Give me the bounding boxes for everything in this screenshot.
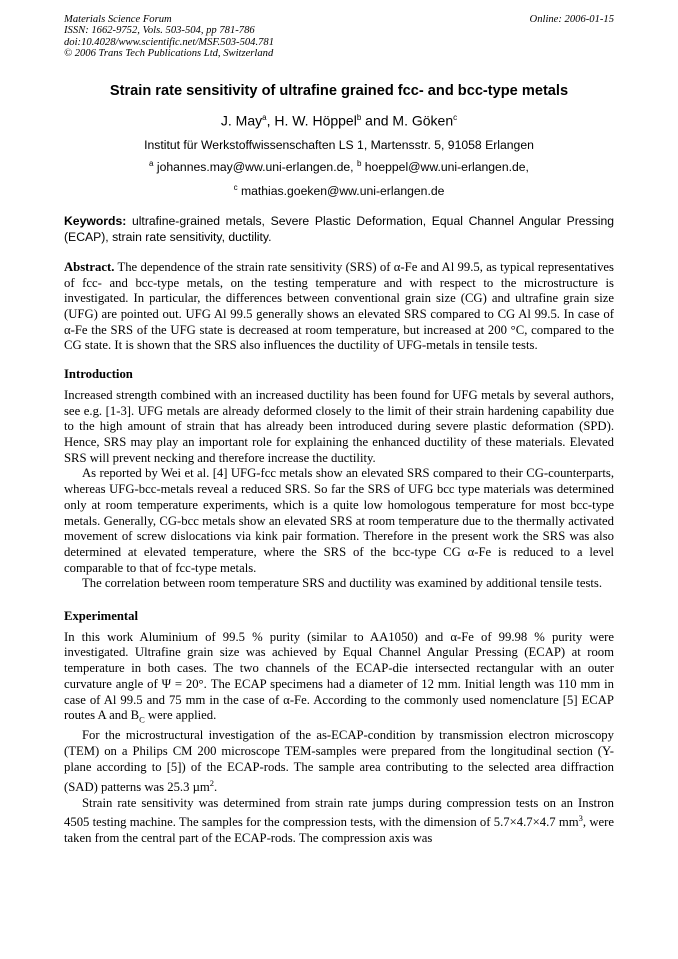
online-date: Online: 2006-01-15: [529, 14, 614, 25]
author-hoeppel: , H. W. Höppel: [266, 112, 357, 129]
doi-line: doi:10.4028/www.scientific.net/MSF.503-504.781: [64, 36, 274, 48]
paragraph: For the microstructural investigation of the as-ECAP-condition by transmission electron microscopy (TEM) on a Philips CM 200 microscope TEM-samples were prepared from the longitudinal section (Y-plane according to [5]) of the ECAP-rods. The sample area contributing to the selected area diffraction (SAD) patterns was 25.3 µm$^2$.: [64, 728, 614, 794]
paper-title: Strain rate sensitivity of ultrafine grained fcc- and bcc-type metals: [109, 83, 569, 100]
author-list: [64, 109, 614, 130]
email-hoeppel: hoeppel@ww.uni-erlangen.de,: [361, 159, 529, 174]
email-goeken: mathias.goeken@ww.uni-erlangen.de: [237, 183, 445, 198]
abstract: [64, 260, 614, 354]
keywords: [64, 213, 614, 245]
paragraph: As reported by Wei et al. [4] UFG-fcc metals show an elevated SRS compared to their CG-counterparts, whereas UFG-bcc-metals reveal a reduced SRS. So far the SRS of UFG bcc type materials was determined only at room temperature experiments, which is a quite low homologous temperature for most bcc-type metals. Generally, CG-bcc metals show an elevated SRS at room temperature due to the thermally activated movement of screw dislocations via kink pair formation. Therefore in the present work the SRS was also determined at elevated temperature, where the SRS of the bcc-type CG α-Fe is reduced to a level comparable to that of fcc-type metals.: [64, 466, 614, 575]
copyright-line: © 2006 Trans Tech Publications Ltd, Switzerland: [64, 47, 274, 59]
abstract-text: The dependence of the strain rate sensitivity (SRS) of α-Fe and Al 99.5, as typical representatives of fcc- and bcc-type metals, on the testing temperature and with respect to the microstructure is investigated. In particular, the differences between conventional grain size (CG) and ultrafine grain size (UFG) are pointed out. UFG Al 99.5 generally shows an elevated SRS compared to CG Al 99.5. In case of α-Fe the SRS of the UFG state is decreased at room temperature, but increased at 200 °C, compared to the CG state. It is shown that the SRS also influences the ductility of UFG-metals in tensile tests.: [64, 259, 614, 353]
experimental-section: [64, 630, 614, 847]
email-line-1: $^a$ johannes.may@ww.uni-erlangen.de, $^b$ hoeppel@ww.uni-erlangen.de,: [149, 158, 529, 174]
paragraph: The correlation between room temperature SRS and ductility was examined by additional tensile tests.: [82, 576, 603, 591]
paragraph: Strain rate sensitivity was determined from strain rate jumps during compression tests on an Instron 4505 testing machine. The samples for the compression tests, with the dimension of 5.7×4.7×4.7 $mm^3$, were taken from the central part of the ECAP-rods. The compression axis was: [64, 795, 614, 846]
email-line-2: $^c$ mathias.goeken@ww.uni-erlangen.de: [233, 182, 445, 198]
abstract-label: Abstract.: [64, 259, 115, 274]
author-may: J. May: [220, 112, 263, 129]
author-goeken-affil: c: [453, 113, 458, 123]
email-may: johannes.may@ww.uni-erlangen.de,: [153, 159, 357, 174]
author-may-affil: a: [262, 113, 267, 123]
introduction-section: [64, 388, 614, 592]
paper-page: [64, 14, 614, 847]
author-hoeppel-affil: b: [356, 113, 362, 123]
author-goeken: and M. Göken: [361, 112, 454, 129]
paragraph: In this work Aluminium of 99.5 % purity (similar to AA1050) and α-Fe of 99.98 % purity were investigated. Ultrafine grain size was achieved by Equal Channel Angular Pressing (ECAP) at room temperature in both cases. The two channels of the ECAP-die intersected rectangular with an outer curvature angle of Ψ = 20°. The ECAP specimens had a diameter of 12 mm. Initial length was 110 mm in case of Al 99.5 and 75 mm in the case of α-Fe. According to the commonly used nomenclature [5] ECAP routes A and $B_C$ were applied.: [64, 629, 614, 725]
institute: Institut für Werkstoffwissenschaften LS 1, Martensstr. 5, 91058 Erlangen: [144, 137, 534, 152]
paragraph: Increased strength combined with an increased ductility has been found for UFG metals by several authors, see e.g. [1-3]. UFG metals are already deformed closely to the limit of their strain hardening capability due to the high amount of strain that has already been introduced during severe plastic deformation (SPD). Hence, SRS may play an important role for explaining the enhanced ductility of these materials. Elevated SRS will prevent necking and therefore increase the ductility.: [64, 387, 614, 465]
journal-header: [64, 14, 614, 59]
section-heading-experimental: Experimental: [64, 609, 139, 624]
issn-line: ISSN: 1662-9752, Vols. 503-504, pp 781-786: [64, 25, 255, 37]
keywords-text: ultrafine-grained metals, Severe Plastic Deformation, Equal Channel Angular Pressing (ECAP), strain rate sensitivity, ductility.: [64, 213, 614, 244]
section-heading-introduction: Introduction: [64, 367, 133, 382]
keywords-label: Keywords:: [64, 213, 127, 228]
journal-name: Materials Science Forum: [64, 14, 172, 25]
